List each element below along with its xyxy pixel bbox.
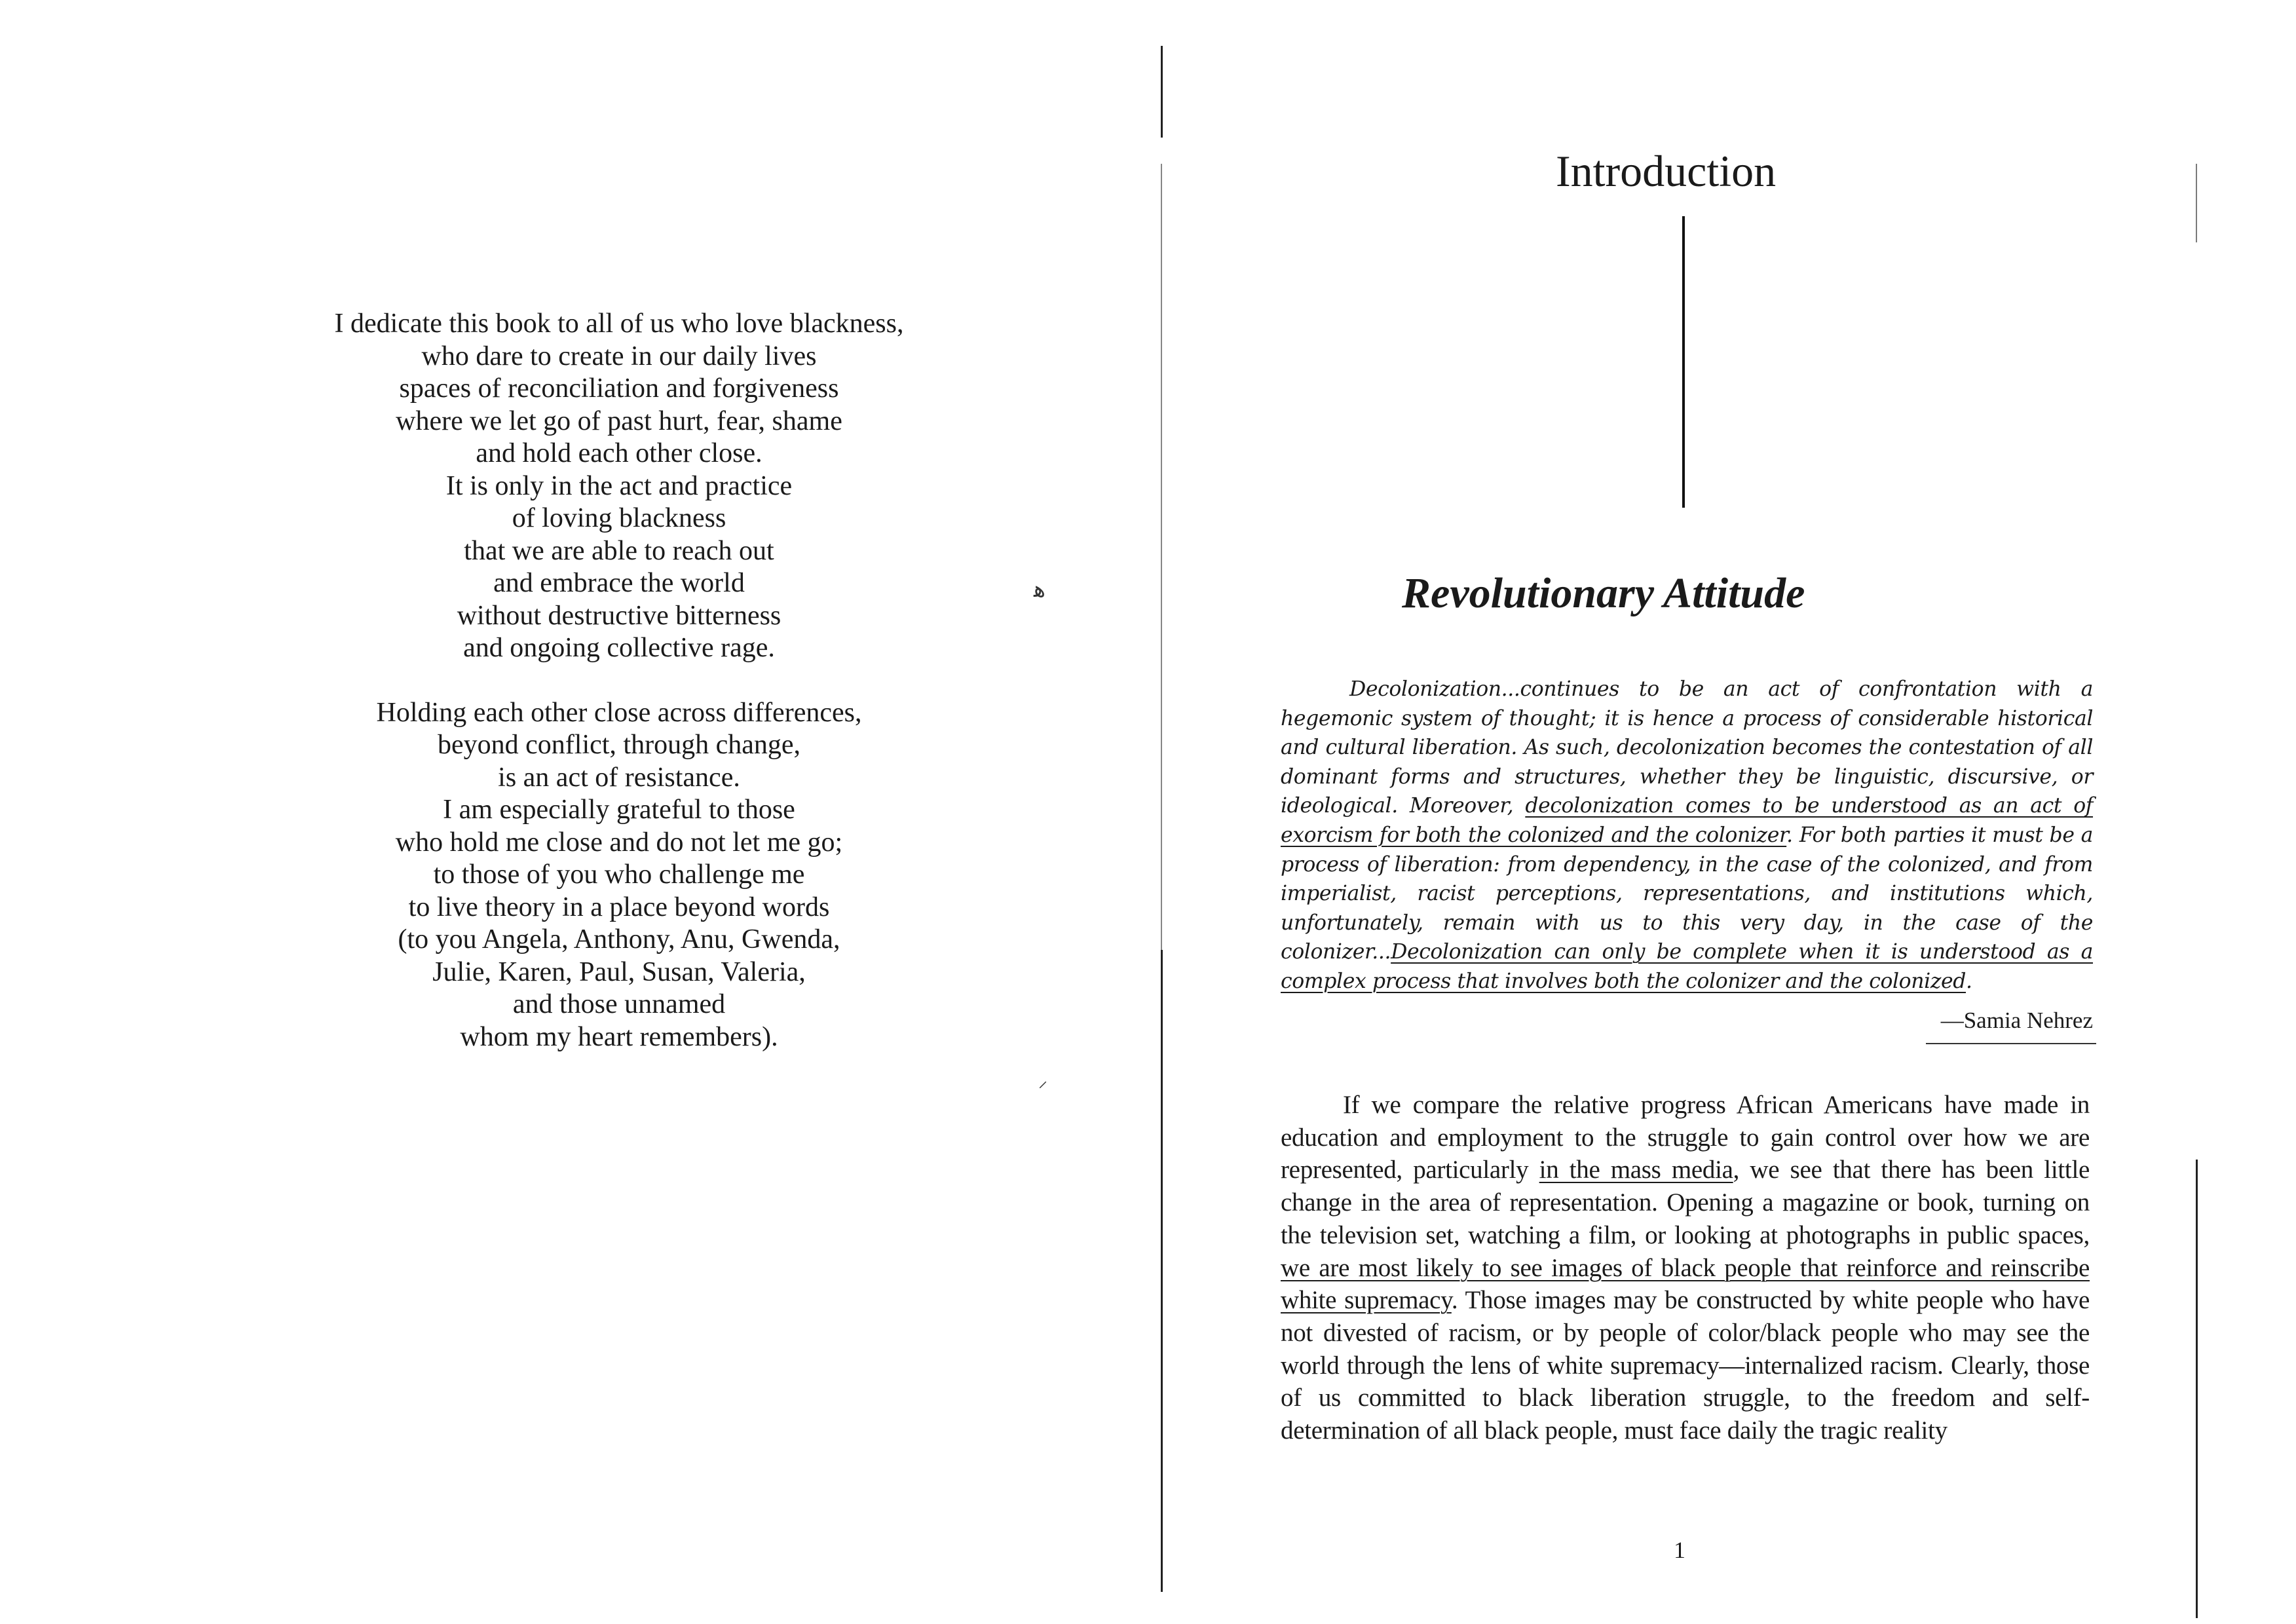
vertical-rule — [1682, 216, 1685, 508]
dedication-line: and embrace the world — [493, 568, 745, 598]
dedication-line: I dedicate this book to all of us who love blackness, — [334, 309, 904, 339]
dedication-line: beyond conflict, through change, — [438, 730, 800, 760]
dedication-line: to those of you who challenge me — [433, 859, 805, 890]
page-gutter — [1161, 164, 1162, 950]
dedication-line: of loving blackness — [512, 503, 726, 533]
epigraph-part-2: . For both parties it must be a process of liberation: from dependency, in the case of the colonized, and from imperialist, racist perceptions, representations, and institutions which, unfortunately, remain with us to this very day, in the case of the colonizer... — [1281, 823, 2093, 964]
page-gutter — [1161, 950, 1163, 1592]
body-part-1: If we compare the relative progress African Americans have made in education and employment to the struggle to gain control over how we are represented, particularly — [1281, 1091, 2090, 1184]
dedication-line: where we let go of past hurt, fear, shame — [396, 406, 842, 436]
dedication-line: spaces of reconciliation and forgiveness — [399, 373, 839, 404]
dedication-line: whom my heart remembers). — [460, 1021, 778, 1052]
epigraph-underlined-2: Decolonization can only be complete when it is understood as a complex process that involves both the colonizer and the colonized — [1281, 940, 2093, 993]
epigraph-underlined-1: decolonization comes to be understood as an act of exorcism for both the colonized and the colonizer — [1281, 794, 2094, 847]
page-edge — [2196, 1160, 2198, 1618]
body-underlined-1: in the mass media — [1539, 1156, 1733, 1184]
dedication-stanza-1 — [275, 308, 963, 665]
dedication — [275, 308, 963, 1053]
scan-mark: ⸝ — [1038, 1070, 1048, 1091]
page-gutter — [1161, 46, 1163, 138]
dedication-line: Holding each other close across differences, — [376, 697, 862, 728]
epigraph-part-1: Decolonization...continues to be an act of confrontation with a hegemonic system of thought; it is hence a process of considerable historical and cultural liberation. As such, decolonization becomes the contestation of all dominant forms and structures, whether they be linguistic, discursive, or ideological. Moreover, — [1281, 677, 2093, 818]
dedication-line: and hold each other close. — [476, 438, 762, 468]
dedication-line: and ongoing collective rage. — [463, 633, 775, 663]
dedication-line: It is only in the act and practice — [445, 470, 793, 501]
chapter-title: Revolutionary Attitude — [1402, 569, 1805, 617]
epigraph — [1281, 675, 2093, 996]
dedication-line: to live theory in a place beyond words — [408, 892, 830, 922]
body-part-2: , we see that there has been little change in the area of representation. Opening a magazine or book, turning on the television set, watching a film, or looking at photographs in public spaces, — [1281, 1156, 2090, 1249]
body-underlined-2: we are most likely to see images of black people that reinforce and reinscribe white supremacy — [1281, 1253, 2090, 1315]
scan-mark: ﻫ — [1034, 576, 1045, 603]
dedication-line: who hold me close and do not let me go; — [395, 827, 843, 858]
dedication-line: who dare to create in our daily lives — [421, 341, 817, 371]
body-paragraph — [1281, 1089, 2090, 1447]
epigraph-part-3: . — [1966, 969, 1972, 993]
chapter-heading: Introduction — [1556, 146, 1777, 196]
page-number: 1 — [1674, 1537, 1685, 1563]
dedication-line: and those unnamed — [512, 989, 726, 1019]
epigraph-attribution: —Samia Nehrez — [1940, 1008, 2093, 1033]
dedication-line: is an act of resistance. — [498, 762, 740, 793]
dedication-line: I am especially grateful to those — [443, 795, 795, 825]
dedication-line: Julie, Karen, Paul, Susan, Valeria, — [432, 956, 806, 987]
stanza-gap — [275, 665, 963, 697]
dedication-line: without destructive bitterness — [457, 600, 781, 631]
epigraph-text — [1281, 675, 2093, 996]
dedication-line: (to you Angela, Anthony, Anu, Gwenda, — [398, 924, 840, 954]
attribution-underline — [1926, 1043, 2096, 1044]
dedication-line: that we are able to reach out — [464, 535, 774, 566]
body-part-3: . Those images may be constructed by white people who have not divested of racism, or by people of color/black people who may see the world through the lens of white supremacy—internalized racism. Clearly, those of us committed to black liberation struggle, to the freedom and self-determination of all black people, must face daily the tragic reality — [1281, 1286, 2090, 1445]
dedication-stanza-2 — [275, 697, 963, 1054]
